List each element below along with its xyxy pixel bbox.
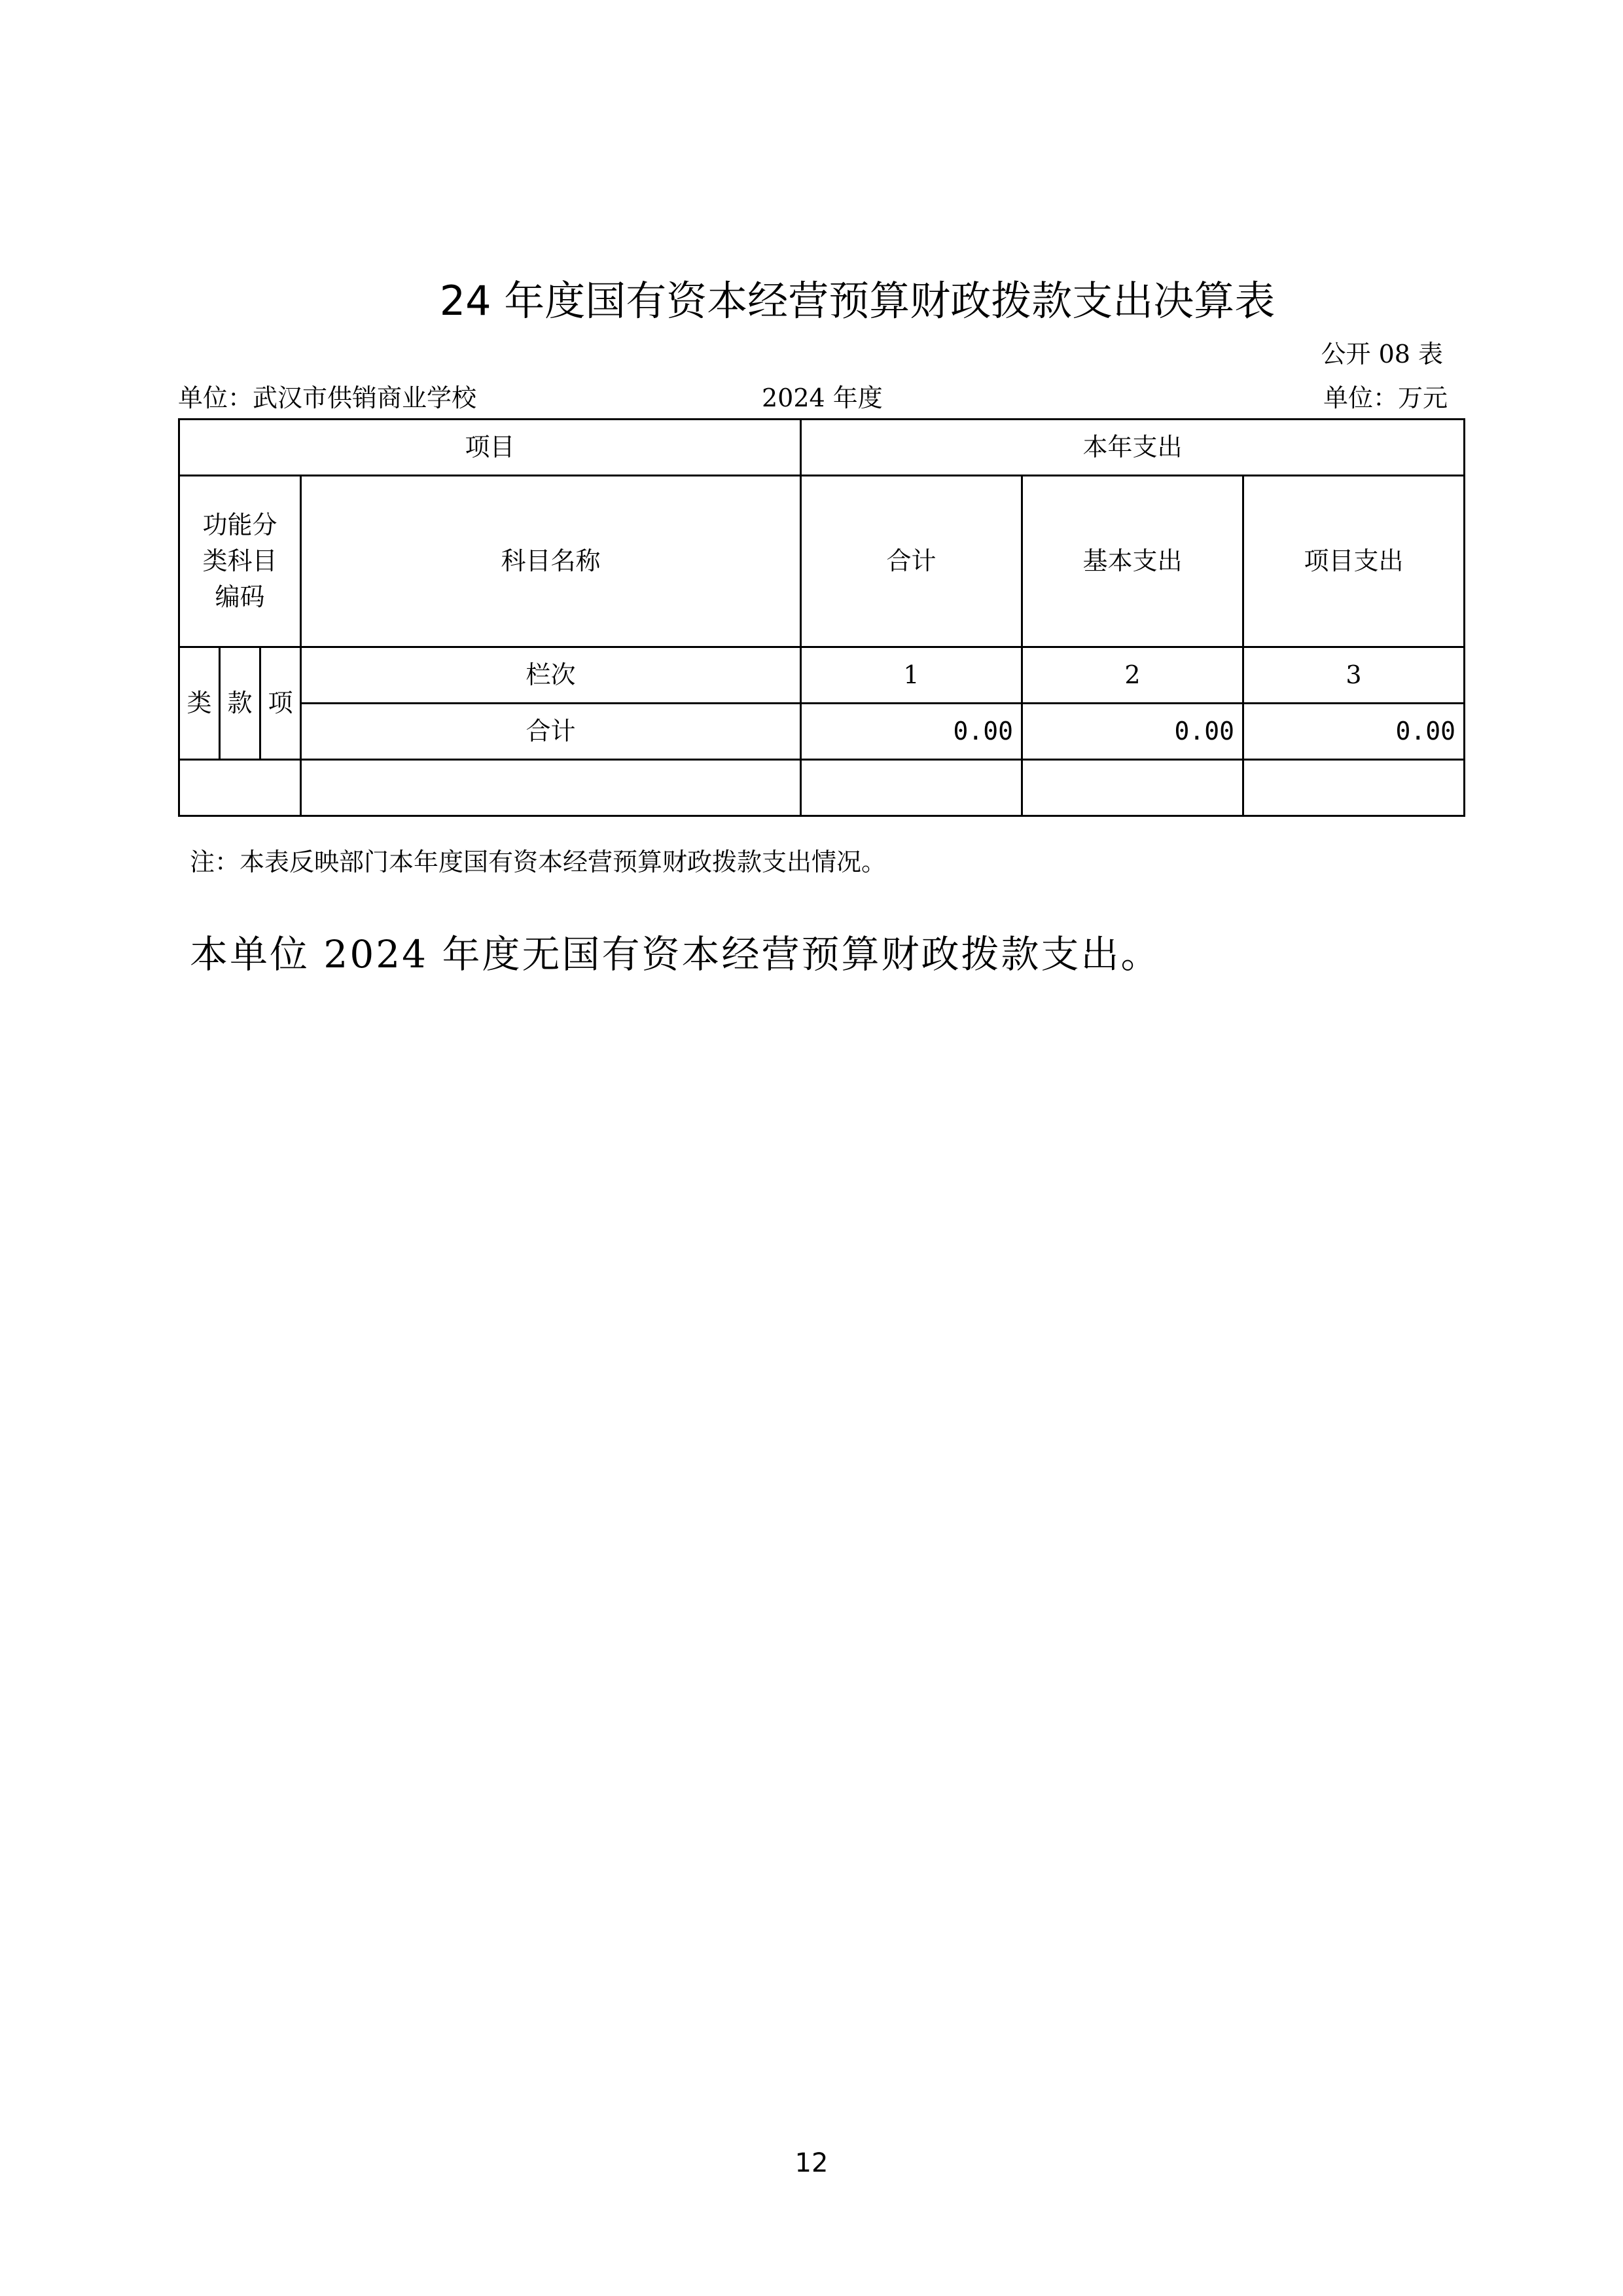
code-header-line: 编码	[215, 583, 265, 612]
project-amount: 0.00	[1243, 704, 1465, 760]
code-xiang: 项	[260, 647, 301, 760]
header-item: 项目	[179, 420, 801, 476]
col-subject-name: 科目名称	[301, 476, 801, 647]
basic-amount: 0.00	[1022, 704, 1243, 760]
page-title: 24 年度国有资本经营预算财政拨款支出决算表	[439, 277, 1275, 325]
empty-cell	[1022, 760, 1243, 816]
unit-label: 单位：武汉市供销商业学校	[178, 384, 477, 412]
budget-table	[178, 418, 1465, 817]
header-expense: 本年支出	[801, 420, 1465, 476]
statement-text: 本单位 2024 年度无国有资本经营预算财政拨款支出。	[190, 932, 1161, 977]
col-total: 合计	[801, 476, 1022, 647]
form-code: 公开 08 表	[1321, 340, 1443, 368]
code-header-line: 类科目	[202, 546, 277, 575]
column-no-1: 1	[801, 647, 1022, 704]
currency-label: 单位：万元	[1323, 384, 1448, 412]
code-header	[179, 476, 301, 647]
column-no-2: 2	[1022, 647, 1243, 704]
table-subheader-row	[179, 476, 1465, 647]
col-project: 项目支出	[1243, 476, 1465, 647]
year-label: 2024 年度	[762, 384, 883, 412]
empty-cell	[1243, 760, 1465, 816]
page-number: 12	[794, 2148, 829, 2178]
meta-row	[178, 380, 1448, 416]
table-row	[179, 647, 1465, 704]
table-note: 注：本表反映部门本年度国有资本经营预算财政拨款支出情况。	[190, 848, 887, 876]
code-lei: 类	[179, 647, 220, 760]
table-row	[179, 704, 1465, 760]
col-basic: 基本支出	[1022, 476, 1243, 647]
table-header-row	[179, 420, 1465, 476]
table-row-empty	[179, 760, 1465, 816]
column-no-3: 3	[1243, 647, 1465, 704]
empty-cell	[801, 760, 1022, 816]
column-no-label: 栏次	[301, 647, 801, 704]
empty-cell	[179, 760, 301, 816]
empty-cell	[301, 760, 801, 816]
total-amount: 0.00	[801, 704, 1022, 760]
code-header-line: 功能分	[202, 510, 277, 539]
code-kuan: 款	[220, 647, 260, 760]
total-label: 合计	[301, 704, 801, 760]
